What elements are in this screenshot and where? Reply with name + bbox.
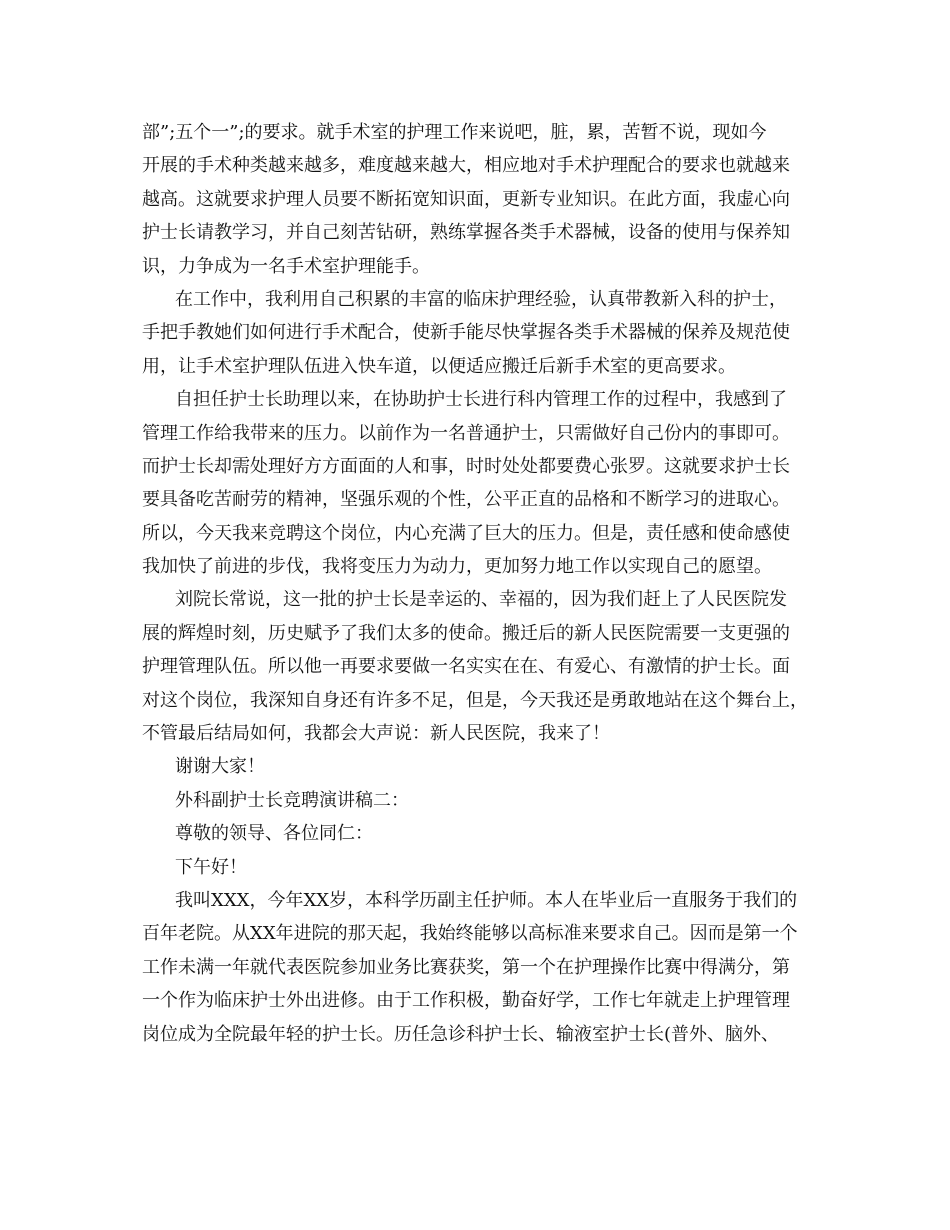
- paragraph-first-line: 我叫XXX，今年XX岁，本科学历副主任护师。本人在毕业后一直服务于我们的: [175, 889, 798, 911]
- text-line: 开展的手术种类越来越多，难度越来越大，相应地对手术护理配合的要求也就越来: [142, 155, 790, 177]
- text-line: 越高。这就要求护理人员要不断拓宽知识面，更新专业知识。在此方面，我虚心向: [142, 188, 790, 210]
- paragraph-first-line: 在工作中，我利用自己积累的丰富的临床护理经验，认真带教新入科的护士，: [175, 288, 787, 310]
- text-line: 岗位成为全院最年轻的护士长。历任急诊科护士长、输液室护士长(普外、脑外、: [142, 1023, 780, 1045]
- document-body: [142, 116, 814, 1051]
- text-line: 百年老院。从XX年进院的那天起，我始终能够以高标准来要求自己。因而是第一个: [142, 923, 798, 945]
- text-line: 部”;五个一”;的要求。就手术室的护理工作来说吧，脏，累，苦暂不说，现如今: [142, 122, 767, 143]
- text-line: 不管最后结局如何，我都会大声说：新人民医院，我来了！: [142, 723, 610, 745]
- text-line: 护理管理队伍。所以他一再要求要做一名实实在在、有爱心、有激情的护士长。面: [142, 656, 790, 678]
- text-line: 对这个岗位，我深知自身还有许多不足，但是，今天我还是勇敢地站在这个舞台上，: [142, 689, 808, 711]
- greeting: 下午好！: [175, 856, 247, 878]
- salutation: 尊敬的领导、各位同仁：: [175, 823, 373, 845]
- section-heading: 外科副护士长竞聘演讲稿二：: [175, 789, 409, 811]
- paragraph-first-line: 自担任护士长助理以来，在协助护士长进行科内管理工作的过程中，我感到了: [175, 389, 787, 411]
- text-line: 展的辉煌时刻，历史赋予了我们太多的使命。搬迁后的新人民医院需要一支更强的: [142, 622, 790, 644]
- text-line: 工作未满一年就代表医院参加业务比赛获奖，第一个在护理操作比赛中得满分，第: [142, 956, 790, 978]
- text-line: 识，力争成为一名手术室护理能手。: [142, 255, 430, 277]
- paragraph-first-line: 刘院长常说，这一批的护士长是幸运的、幸福的，因为我们赶上了人民医院发: [175, 589, 787, 611]
- text-line: 而护士长却需处理好方方面面的人和事，时时处处都要费心张罗。这就要求护士长: [142, 455, 790, 477]
- text-line: 用，让手术室护理队伍进入快车道，以便适应搬迁后新手术室的更高要求。: [142, 355, 736, 377]
- text-line: 手把手教她们如何进行手术配合，使新手能尽快掌握各类手术器械的保养及规范使: [142, 322, 790, 344]
- text-line: 所以，今天我来竞聘这个岗位，内心充满了巨大的压力。但是，责任感和使命感使: [142, 522, 790, 544]
- text-line: 我加快了前进的步伐，我将变压力为动力，更加努力地工作以实现自己的愿望。: [142, 556, 772, 578]
- text-line: 一个作为临床护士外出进修。由于工作积极，勤奋好学，工作七年就走上护理管理: [142, 990, 790, 1012]
- text-line: 要具备吃苦耐劳的精神，坚强乐观的个性，公平正直的品格和不断学习的进取心。: [142, 489, 790, 511]
- text-line: 管理工作给我带来的压力。以前作为一名普通护士，只需做好自己份内的事即可。: [142, 422, 790, 444]
- closing-thanks: 谢谢大家！: [175, 756, 265, 778]
- text-line: 护士长请教学习，并自己刻苦钻研，熟练掌握各类手术器械，设备的使用与保养知: [142, 222, 790, 244]
